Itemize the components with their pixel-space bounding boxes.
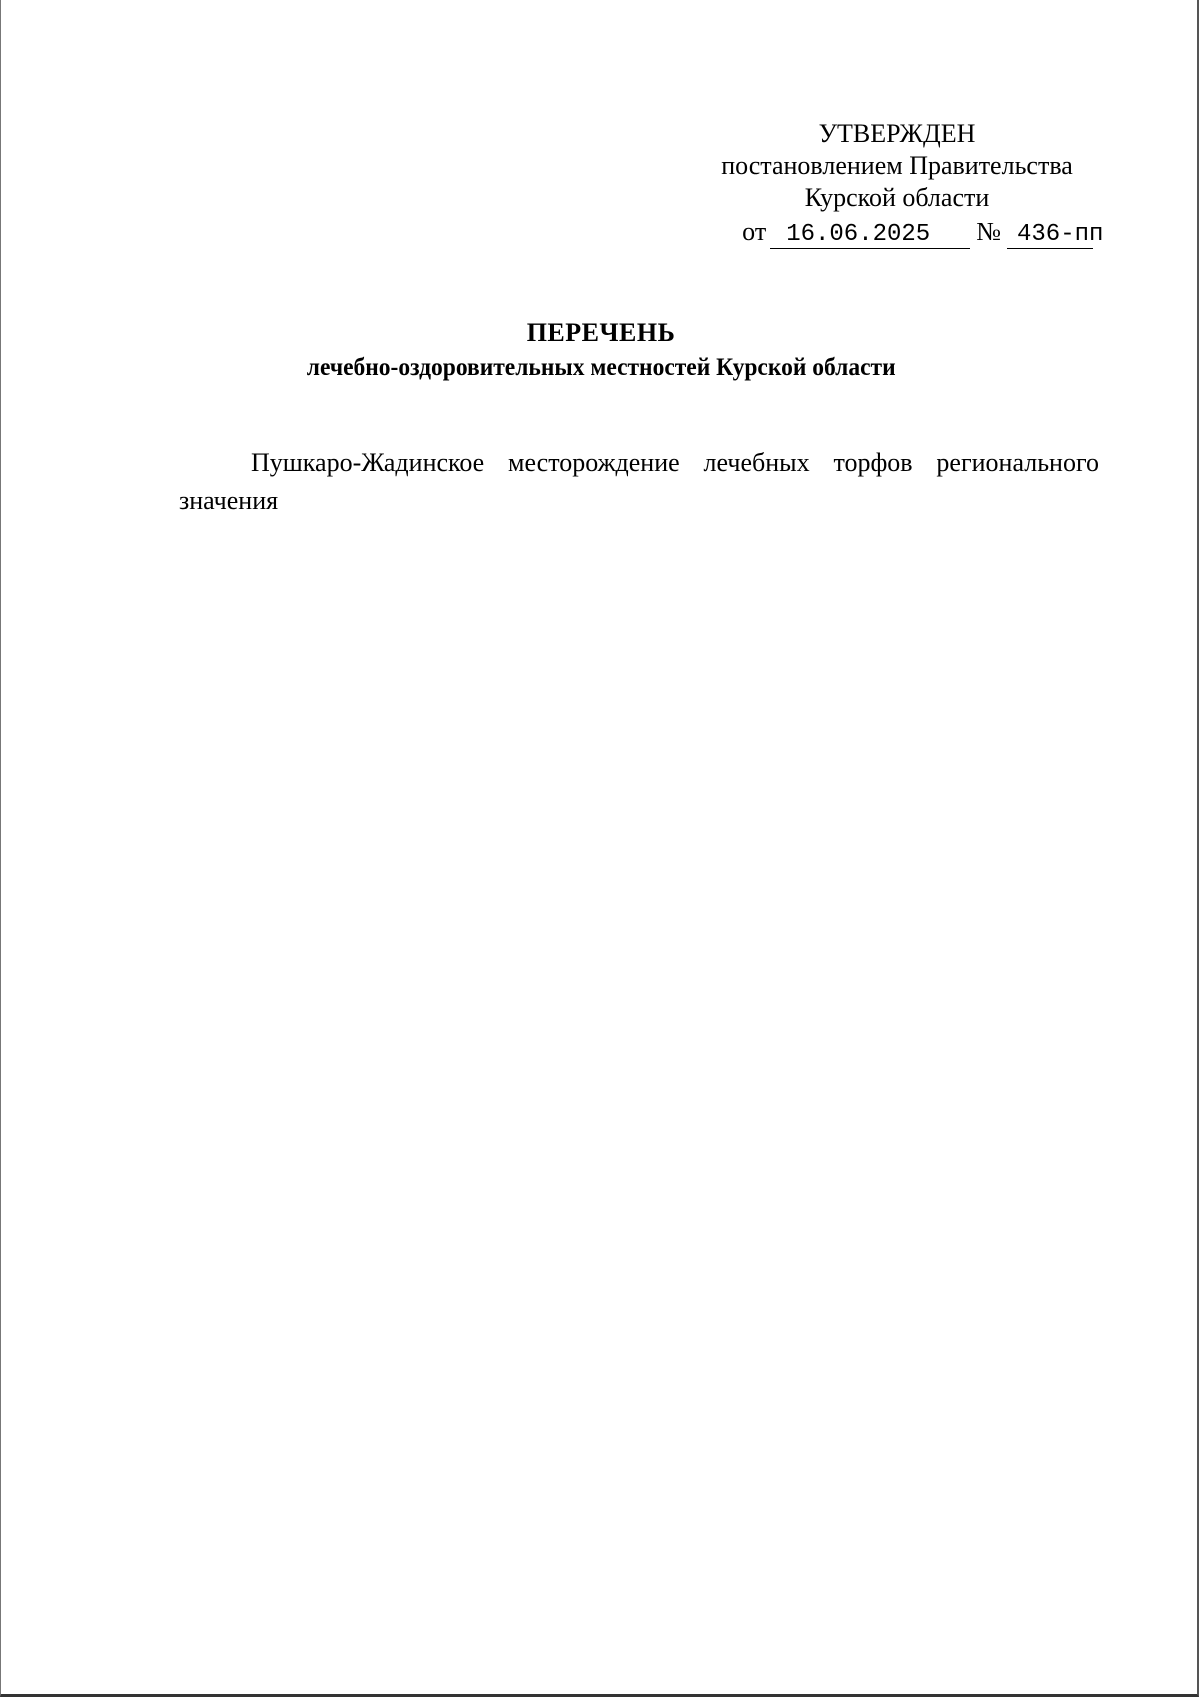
approval-line-1: постановлением Правительства bbox=[721, 151, 1073, 180]
document-title-block bbox=[1, 316, 1200, 386]
number-sign: № bbox=[976, 217, 1001, 246]
approval-date-line bbox=[701, 216, 1104, 249]
approval-date-field: 16.06.2025 bbox=[770, 222, 970, 249]
list-item: Пушкаро-Жадинское месторождение лечебных торфов регионального значения bbox=[179, 448, 1099, 515]
approval-stamp bbox=[701, 118, 1104, 249]
approval-number-field: 436-пп bbox=[1007, 222, 1093, 249]
approval-line-2: Курской области bbox=[804, 183, 990, 212]
document-subtitle: лечебно-оздоровительных местностей Курской области bbox=[306, 354, 896, 381]
approval-heading: УТВЕРЖДЕН bbox=[818, 119, 976, 148]
date-prefix: от bbox=[742, 217, 767, 246]
document-title: ПЕРЕЧЕНЬ bbox=[526, 318, 676, 347]
